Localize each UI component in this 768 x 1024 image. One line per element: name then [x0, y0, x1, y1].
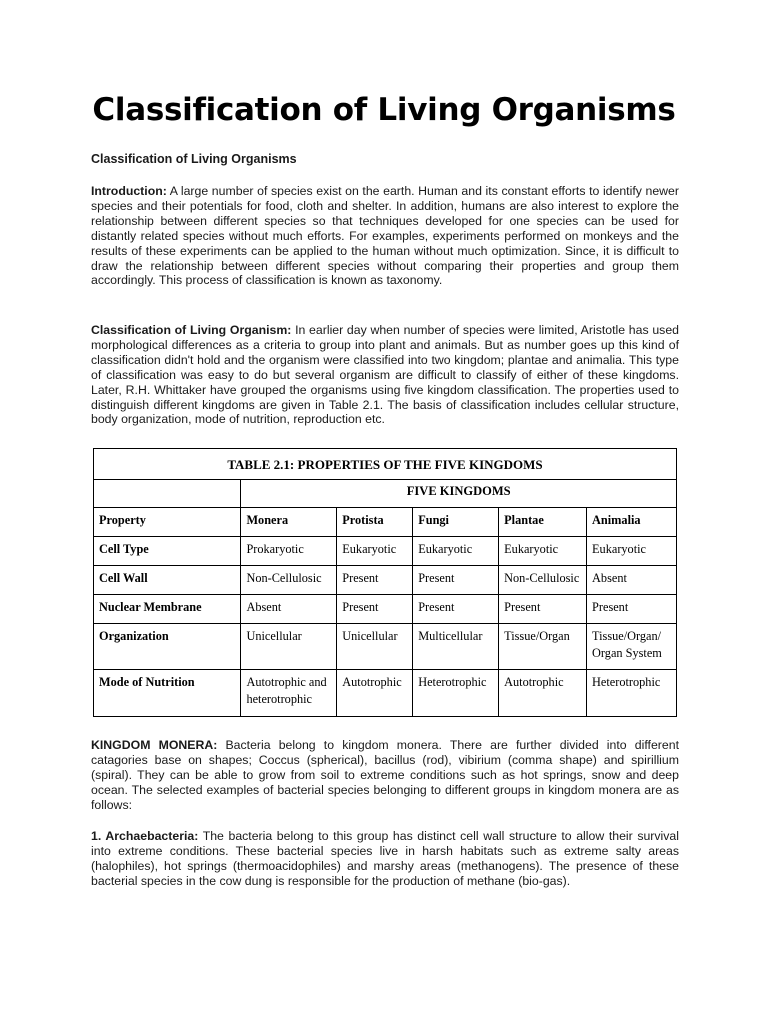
table-cell: Present [413, 566, 499, 595]
table-cell: Present [499, 595, 587, 624]
table-cell: Tissue/Organ [499, 624, 587, 670]
table-cell: Eukaryotic [413, 537, 499, 566]
monera-text: Bacteria belong to kingdom monera. There are further divided into different catagories base on shapes; Coccus (spherical), bacillus (rod), vibirium (comma shape) and spirillium (spiral). They can be able to grow from soil to extreme conditions such as hot springs, snow and deep ocean. The selected examples of bacterial species belonging to different groups in kingdom monera are as follows: [91, 738, 679, 812]
table-row [94, 624, 677, 670]
table-row [94, 566, 677, 595]
table-cell: Non-Cellulosic [499, 566, 587, 595]
table-cell: Present [337, 566, 413, 595]
kingdoms-table [93, 448, 677, 717]
table-cell: Eukaryotic [337, 537, 413, 566]
table-header-row [94, 508, 677, 537]
table-cell: Absent [587, 566, 677, 595]
table-group-header: FIVE KINGDOMS [241, 480, 677, 508]
table-title: TABLE 2.1: PROPERTIES OF THE FIVE KINGDOMS [94, 449, 677, 480]
table-header-cell: Fungi [413, 508, 499, 537]
table-cell: Cell Wall [94, 566, 241, 595]
table-cell: Nuclear Membrane [94, 595, 241, 624]
table-cell: Prokaryotic [241, 537, 337, 566]
table-cell: Heterotrophic [413, 670, 499, 717]
classification-text: In earlier day when number of species were limited, Aristotle has used morphological differences as a criteria to group into plant and animals. But as number goes up this kind of classification didn't hold and the organism were classified into two kingdom; plantae and animalia. This type of classification was easy to do but several organism are difficult to classify of either of these kingdoms. Later, R.H. Whittaker have grouped the organisms using five kingdom classification. The properties used to distinguish different kingdoms are given in Table 2.1. The basis of classification includes cellular structure, body organization, mode of nutrition, reproduction etc. [91, 323, 679, 427]
monera-label: KINGDOM MONERA: [91, 738, 218, 752]
introduction-text: A large number of species exist on the earth. Human and its constant efforts to identify newer species and their potentials for food, cloth and shelter. In addition, humans are also interest to explore the relationship between different species so that techniques developed for one species can be used for distantly related species without much efforts. For examples, experiments performed on monkeys and the results of these experiments can be applied to the human without much optimization. Since, it is difficult to draw the relationship between different species without comparing their properties and group them accordingly. This process of classification is known as taxonomy. [91, 184, 679, 288]
table-row [94, 670, 677, 717]
classification-label: Classification of Living Organism: [91, 323, 292, 337]
table-cell: Eukaryotic [499, 537, 587, 566]
table-cell: Present [587, 595, 677, 624]
table-cell: Mode of Nutrition [94, 670, 241, 717]
archaebacteria-paragraph [91, 829, 679, 889]
table-header-cell: Property [94, 508, 241, 537]
table-cell: Organization [94, 624, 241, 670]
table-header-cell: Monera [241, 508, 337, 537]
table-cell: Cell Type [94, 537, 241, 566]
section-subtitle: Classification of Living Organisms [91, 152, 297, 166]
table-cell: Present [413, 595, 499, 624]
table-cell: Multicellular [413, 624, 499, 670]
table-header-cell: Animalia [587, 508, 677, 537]
table-cell: Present [337, 595, 413, 624]
table-header-cell: Plantae [499, 508, 587, 537]
table-row [94, 595, 677, 624]
table-corner-cell [94, 480, 241, 508]
archaebacteria-label: 1. Archaebacteria: [91, 829, 199, 843]
table-cell: Tissue/Organ/ Organ System [587, 624, 677, 670]
page-title: Classification of Living Organisms [92, 92, 676, 128]
table-cell: Autotrophic [337, 670, 413, 717]
table-row [94, 537, 677, 566]
table-cell: Absent [241, 595, 337, 624]
table-cell: Unicellular [241, 624, 337, 670]
table-cell: Eukaryotic [587, 537, 677, 566]
table-cell: Non-Cellulosic [241, 566, 337, 595]
table-header-cell: Protista [337, 508, 413, 537]
table-cell: Autotrophic and heterotrophic [241, 670, 337, 717]
introduction-paragraph [91, 184, 679, 288]
table-cell: Autotrophic [499, 670, 587, 717]
introduction-label: Introduction: [91, 184, 167, 198]
monera-paragraph [91, 738, 679, 813]
archaebacteria-text: The bacteria belong to this group has distinct cell wall structure to allow their survival into extreme conditions. These bacterial species live in harsh habitats such as extreme salty areas (halophiles), hot springs (thermoacidophiles) and marshy areas (methanogens). The presence of these bacterial species in the cow dung is responsible for the production of methane (bio-gas). [91, 829, 680, 888]
table-cell: Heterotrophic [587, 670, 677, 717]
classification-paragraph [91, 323, 679, 427]
table-cell: Unicellular [337, 624, 413, 670]
